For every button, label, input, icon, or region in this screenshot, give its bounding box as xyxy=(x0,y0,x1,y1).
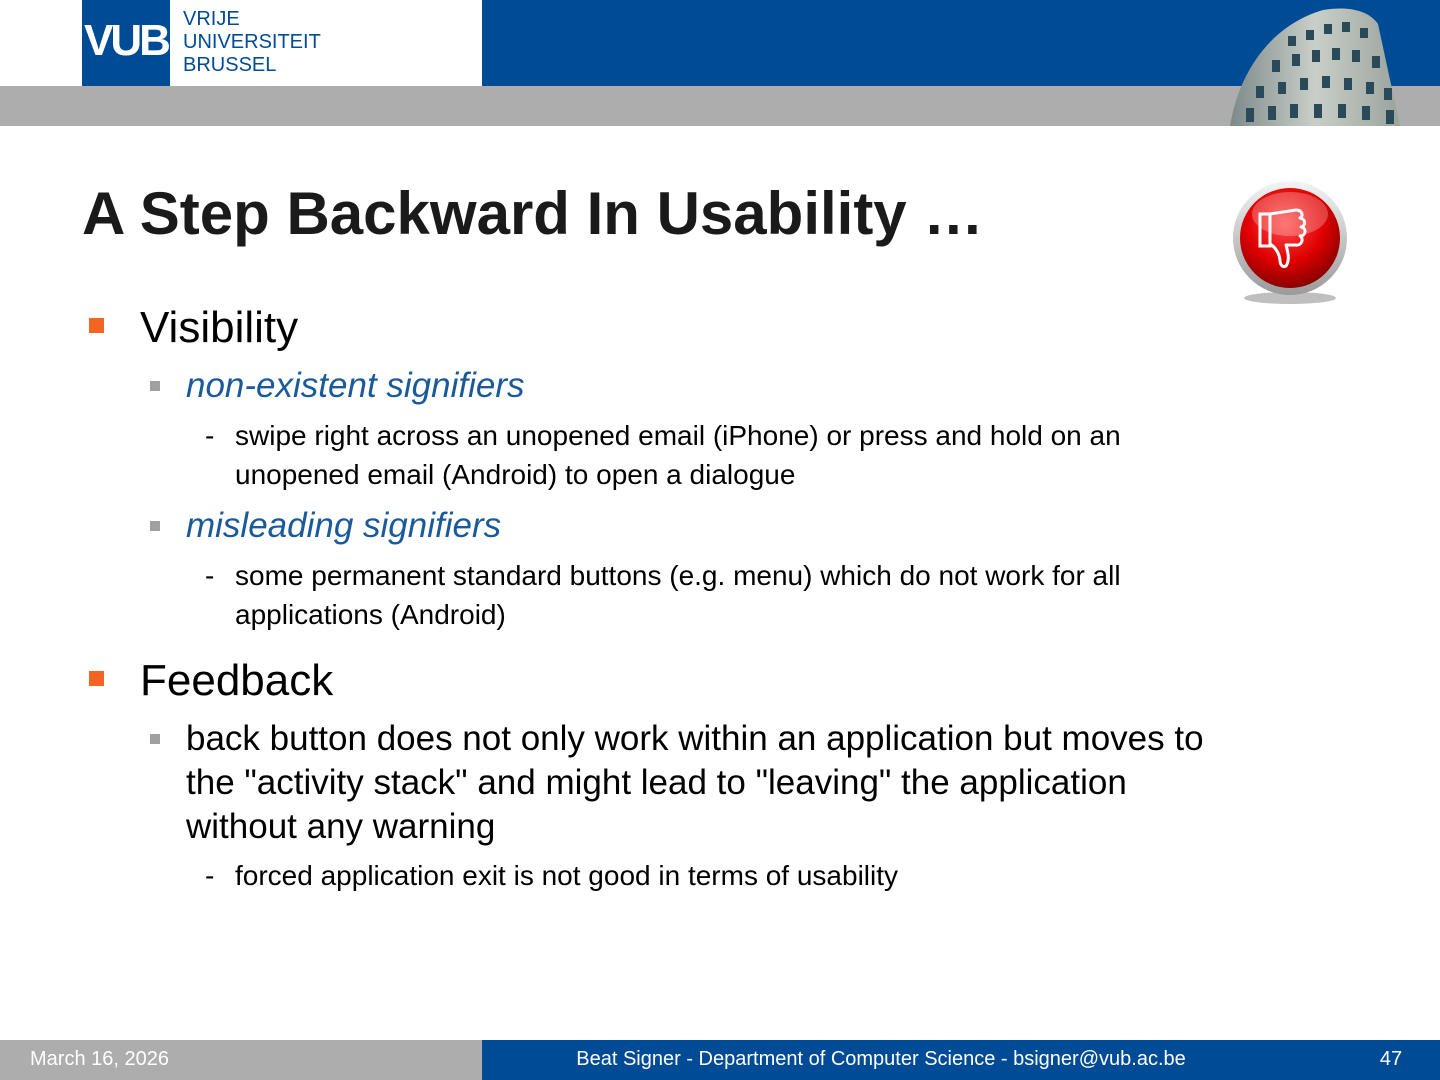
logo-line: VRIJE xyxy=(183,8,240,30)
logo-line: BRUSSEL xyxy=(183,54,277,76)
subbullet-back-button-line: the "activity stack" and might lead to "leaving" the application xyxy=(186,763,1127,802)
thumbs-down-icon xyxy=(1230,180,1350,308)
detail-line: forced application exit is not good in terms of usability xyxy=(235,860,899,891)
vub-logo-words xyxy=(183,8,321,77)
subbullet-back-button-line: without any warning xyxy=(186,807,496,846)
subbullet-misleading-signifiers: misleading signifiers xyxy=(186,506,502,545)
vub-logo-mark xyxy=(82,0,170,86)
level2-bullet xyxy=(150,521,160,531)
level1-bullet xyxy=(89,671,104,686)
dash-marker: - xyxy=(205,860,215,891)
detail-line: some permanent standard buttons (e.g. menu) which do not work for all xyxy=(235,560,1121,591)
footer-author: Beat Signer - Department of Computer Science - bsigner@vub.ac.be xyxy=(576,1048,1186,1070)
level2-bullet xyxy=(150,381,160,391)
vub-logo xyxy=(0,0,482,86)
detail-line: applications (Android) xyxy=(235,599,506,630)
bullet-visibility: Visibility xyxy=(140,303,299,352)
level2-bullet xyxy=(150,734,160,744)
level1-bullet xyxy=(89,318,104,333)
detail-line: unopened email (Android) to open a dialogue xyxy=(235,459,796,490)
subbullet-back-button: back button does not only work within an application but moves to xyxy=(186,719,1204,758)
page-number: 47 xyxy=(1379,1048,1403,1070)
footer-date: March 16, 2026 xyxy=(30,1048,169,1070)
header-gray-band xyxy=(0,86,1440,126)
bullet-feedback: Feedback xyxy=(140,656,334,705)
slide-title: A Step Backward In Usability … xyxy=(82,180,984,247)
building-photo xyxy=(1228,6,1406,126)
dash-marker: - xyxy=(205,420,215,451)
logo-line: UNIVERSITEIT xyxy=(183,31,321,53)
vub-logo-mark-text: VUB xyxy=(84,16,168,65)
detail-line: swipe right across an unopened email (iPhone) or press and hold on an xyxy=(235,420,1121,451)
dash-marker: - xyxy=(205,560,215,591)
subbullet-non-existent-signifiers: non-existent signifiers xyxy=(186,366,525,405)
